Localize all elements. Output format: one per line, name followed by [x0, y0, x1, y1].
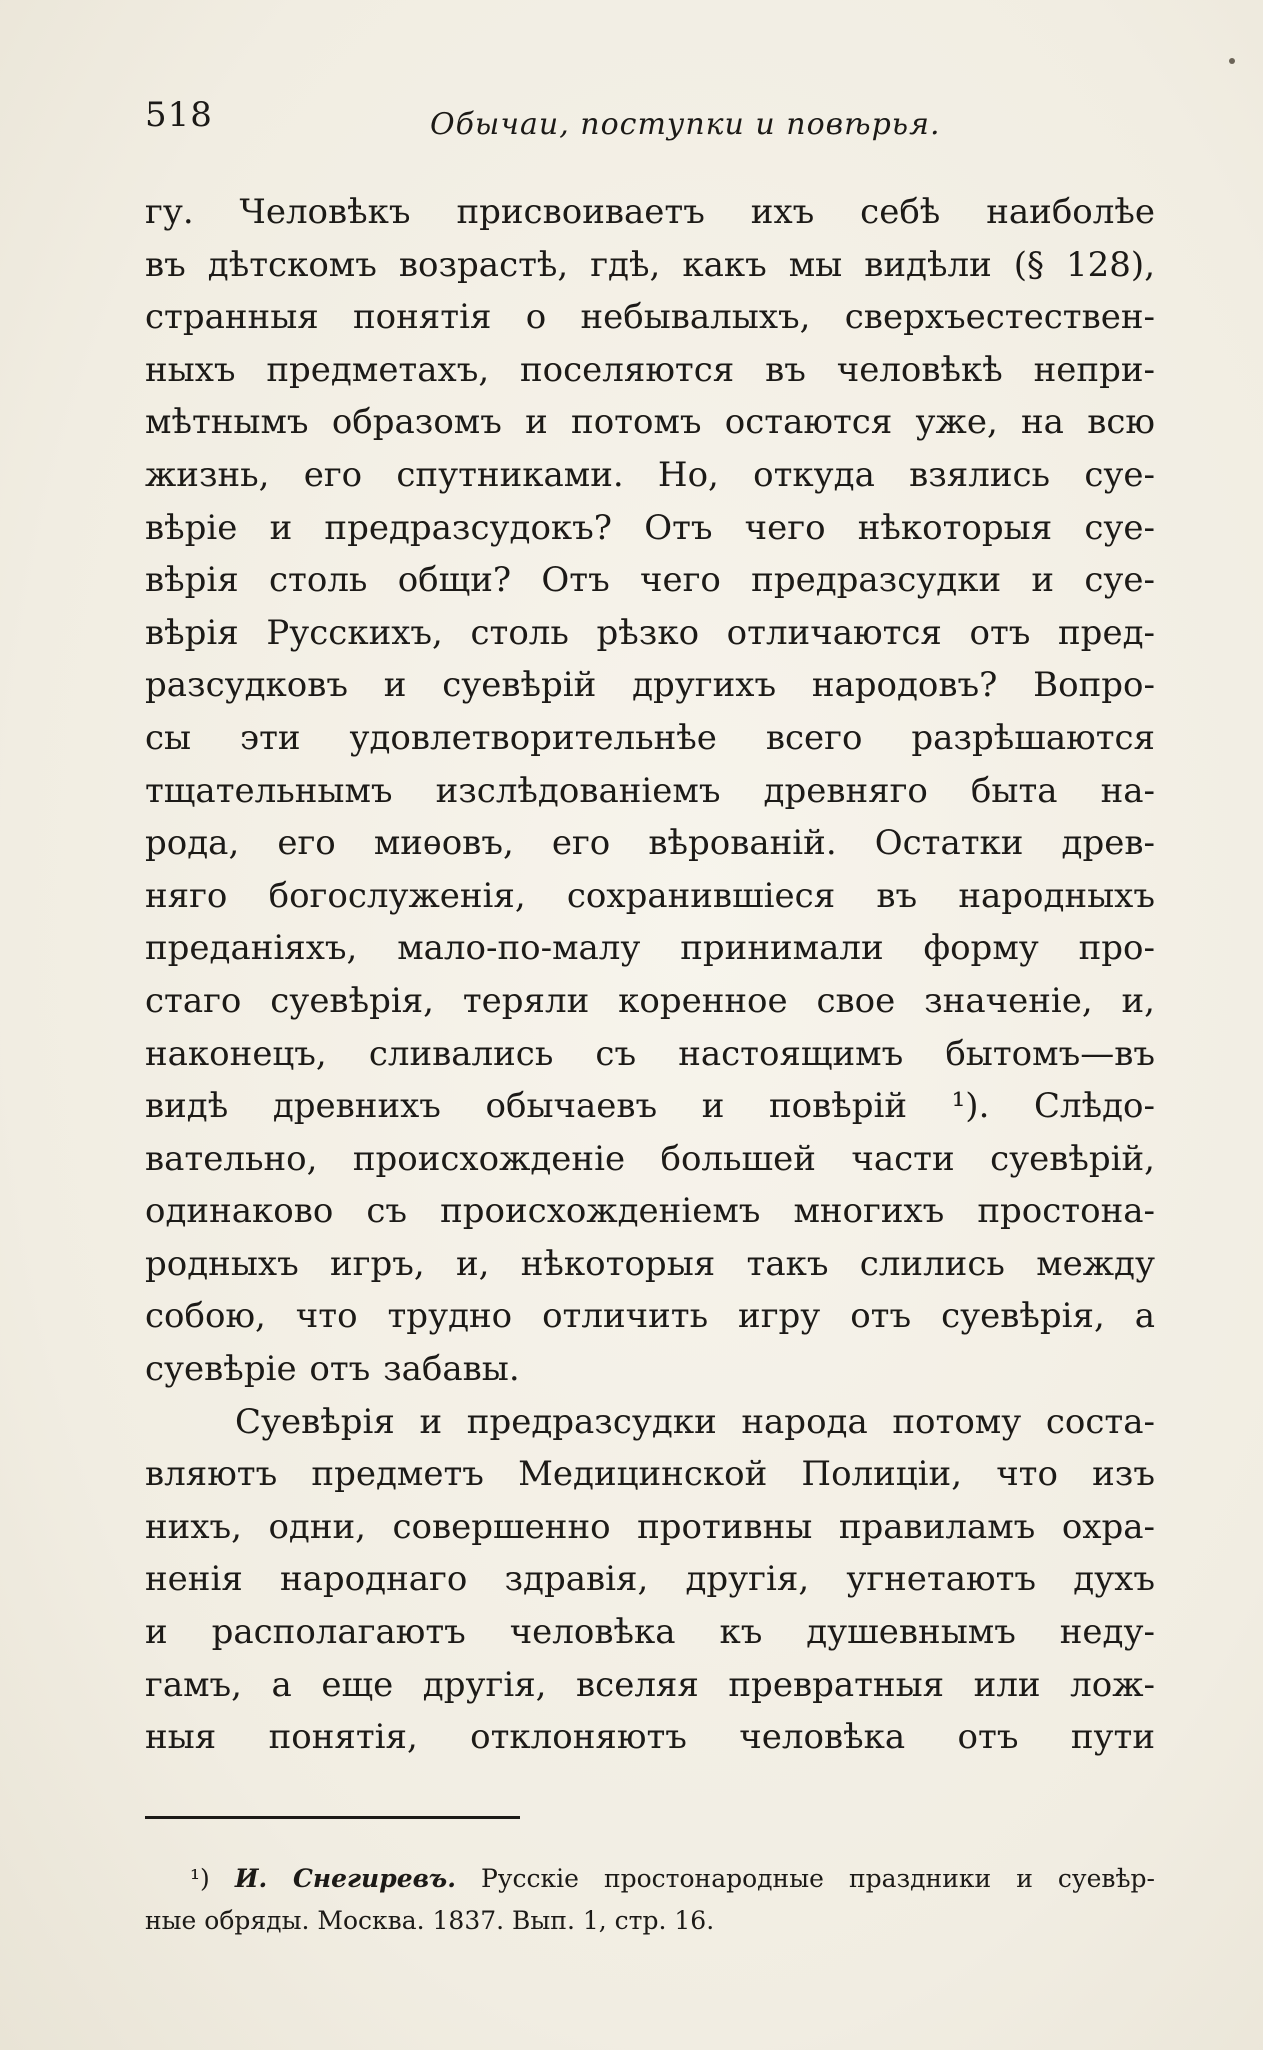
text-line: Суевѣрія и предразсудки народа потому соста-	[235, 1401, 1155, 1442]
text-line: стаго суевѣрія, теряли коренное свое значеніе, и,	[145, 980, 1155, 1021]
text-line: собою, что трудно отличить игру отъ суевѣрія, а	[145, 1296, 1155, 1337]
body-text	[145, 186, 1155, 1764]
page-header	[145, 95, 1155, 155]
page-number: 518	[145, 95, 213, 135]
text-line: мѣтнымъ образомъ и потомъ остаются уже, на всю	[145, 402, 1155, 443]
text-line: разсудковъ и суевѣрій другихъ народовъ? Вопро-	[145, 665, 1155, 706]
paper-speck	[1229, 58, 1235, 64]
footnote-text: Русскіе простонародные праздники и суевѣр-	[480, 1864, 1155, 1893]
text-line: одинаково съ происхожденіемъ многихъ простона-	[145, 1191, 1155, 1232]
footnote	[145, 1858, 1155, 1942]
footnote-marker: ¹)	[190, 1864, 210, 1893]
text-line: наконецъ, сливались съ настоящимъ бытомъ—въ	[145, 1033, 1155, 1074]
footnote-line: ные обряды. Москва. 1837. Вып. 1, стр. 16.	[145, 1906, 715, 1935]
text-line: сы эти удовлетворительнѣе всего разрѣшаются	[145, 717, 1155, 758]
text-line: вѣріе и предразсудокъ? Отъ чего нѣкоторыя суе-	[145, 507, 1155, 548]
text-line: въ дѣтскомъ возрастѣ, гдѣ, какъ мы видѣли (§ 128),	[145, 244, 1155, 285]
text-line: вательно, происхожденіе большей части суевѣрій,	[145, 1138, 1155, 1179]
text-line: ныхъ предметахъ, поселяются въ человѣкѣ непри-	[145, 349, 1155, 390]
text-line: няго богослуженія, сохранившіеся въ народныхъ	[145, 875, 1155, 916]
text-line: вѣрія столь общи? Отъ чего предразсудки и суе-	[145, 560, 1155, 601]
text-line: суевѣріе отъ забавы.	[145, 1349, 520, 1390]
text-line: вляютъ предметъ Медицинской Полиціи, что изъ	[145, 1454, 1155, 1495]
footnote-rule	[145, 1816, 520, 1819]
text-line: родныхъ игръ, и, нѣкоторыя такъ слились между	[145, 1243, 1155, 1284]
footnote-line	[145, 1858, 1155, 1900]
running-head: Обычаи, поступки и повѣрья.	[430, 107, 941, 142]
text-line: преданіяхъ, мало-по-малу принимали форму про-	[145, 928, 1155, 969]
text-line: гу. Человѣкъ присвоиваетъ ихъ себѣ наиболѣе	[145, 192, 1155, 232]
text-line: тщательнымъ изслѣдованіемъ древняго быта на-	[145, 770, 1155, 811]
text-line: ненія народнаго здравія, другія, угнетаютъ духъ	[145, 1559, 1155, 1600]
text-line: странныя понятія о небывалыхъ, сверхъестествен-	[145, 297, 1155, 338]
text-line: видѣ древнихъ обычаевъ и повѣрій ¹). Слѣдо-	[145, 1086, 1155, 1127]
text-line: и располагаютъ человѣка къ душевнымъ неду-	[145, 1612, 1155, 1653]
text-line: нихъ, одни, совершенно противны правиламъ охра-	[145, 1506, 1155, 1547]
text-line: ныя понятія, отклоняютъ человѣка отъ пути	[145, 1717, 1155, 1758]
text-line: рода, его миѳовъ, его вѣрованій. Остатки древ-	[145, 823, 1155, 864]
text-line: жизнь, его спутниками. Но, откуда взялись суе-	[145, 454, 1155, 495]
text-line: вѣрія Русскихъ, столь рѣзко отличаются отъ пред-	[145, 612, 1155, 653]
text-line: гамъ, а еще другія, вселяя превратныя или лож-	[145, 1664, 1155, 1705]
footnote-author: И. Снегиревъ.	[234, 1864, 456, 1893]
